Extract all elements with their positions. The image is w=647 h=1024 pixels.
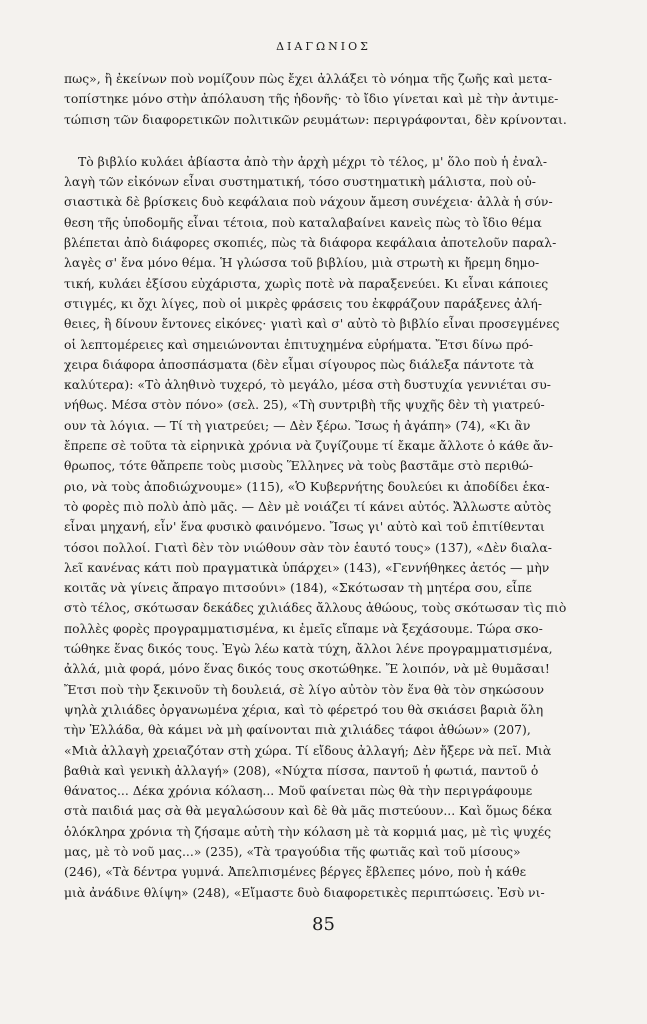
text-line: χειρα διάφορα ἀποσπάσματα (δὲν εἶμαι σίγουρος πὼς διάλεξα πάντοτε τὰ: [64, 356, 535, 372]
paragraph-break: [64, 130, 584, 152]
text-line: ψηλὰ χιλιάδες ὀργανωμένα χέρια, καὶ τὸ φέρετρό του θὰ σκιάσει βαριὰ ὅλη: [64, 701, 544, 717]
text-line: λαγὲς σ' ἕνα μόνο θέμα. Ἡ γλώσσα τοῦ βιβλίου, μιὰ στρωτὴ κι ἤρεμη δημο-: [64, 255, 540, 271]
text-line: Ἔτσι ποὺ τὴν ξεκινοῦν τὴ δουλειά, σὲ λίγο αὐτὸν τὸν ἕνα θὰ τὸν σηκώσουν: [64, 681, 545, 697]
text-line: ἔπρεπε σὲ τοῦτα τὰ εἰρηνικὰ χρόνια νὰ ζυγίζουμε τί ἔκαμε ἄλλοτε ὁ κάθε ἄν-: [64, 438, 554, 454]
text-line: θειες, ἢ δίνουν ἔντονες εἰκόνες· γιατὶ καὶ σ' αὐτὸ τὸ βιβλίο εἶναι προσεγμένες: [64, 316, 560, 332]
text-line: εἶναι μηχανή, εἶν' ἕνα φυσικὸ φαινόμενο. Ἴσως γι' αὐτὸ καὶ τοῦ ἐπιτίθενται: [64, 519, 545, 535]
text-line: καλύτερα): «Τὸ ἀληθινὸ τυχερό, τὸ μεγάλο, μέσα στὴ δυστυχία γεννιέται συ-: [64, 377, 551, 393]
text-line: τὸ φορὲς πιὸ πολὺ ἀπὸ μᾶς. — Δὲν μὲ νοιάζει τί κάνει αὐτός. Ἄλλωστε αὐτὸς: [64, 498, 552, 514]
text-line: ἀλλά, μιὰ φορά, μόνο ἕνας δικός τους σκοτώθηκε. Ἔ λοιπόν, νὰ μὲ θυμᾶσαι!: [64, 661, 550, 677]
text-line: πως», ἢ ἐκείνων ποὺ νομίζουν πὼς ἔχει ἀλλάξει τὸ νόημα τῆς ζωῆς καὶ μετα-: [64, 71, 553, 86]
text-line: λαγὴ τῶν εἰκόνων εἶναι συστηματική, τόσο συστηματικὴ μάλιστα, ποὺ οὐ-: [64, 174, 536, 190]
text-line: τοπίστηκε μόνο στὴν ἀπόλαυση τῆς ἡδονῆς· τὸ ἴδιο γίνεται καὶ μὲ τὴν ἀντιμε-: [64, 91, 559, 107]
text-line: θεση τῆς ὑποδομῆς εἶναι τέτοια, ποὺ καταλαβαίνει κανεὶς πὼς τὸ ἴδιο θέμα: [64, 214, 542, 230]
running-head: ΔΙΑΓΩΝΙΟΣ: [276, 40, 371, 53]
text-line: λεῖ κανένας κάτι ποὺ πραγματικὰ ὑπάρχει» (143), «Γεννήθηκες ἀετός — μὴν: [64, 559, 550, 575]
text-line: πολλὲς φορὲς προγραμματισμένα, κι ἐμεῖς εἴπαμε νὰ ξεχάσουμε. Τώρα σκο-: [64, 620, 543, 636]
text-line: ουν τὰ λόγια. — Τί τὴ γιατρεύει; — Δὲν ξέρω. Ἴσως ἡ ἀγάπη» (74), «Κι ἂν: [64, 417, 531, 433]
text-line: νήθως. Μέσα στὸν πόνο» (σελ. 25), «Τὴ συντριβὴ τῆς ψυχῆς δὲν τὴ γιατρεύ-: [64, 397, 545, 413]
text-line: θάνατος... Δέκα χρόνια κόλαση... Μοῦ φαίνεται πὼς θὰ τὴν περιγράφουμε: [64, 783, 533, 799]
text-line: τώθηκε ἕνας δικός τους. Ἐγὼ λέω κατὰ τύχη, ἄλλοι λένε προγραμματισμένα,: [64, 641, 553, 657]
text-line: (246), «Τὰ δέντρα γυμνά. Ἀπελπισμένες βέργες ἔβλεπες μόνο, ποὺ ἡ κάθε: [64, 864, 526, 880]
text-line: Τὸ βιβλίο κυλάει ἀβίαστα ἀπὸ τὴν ἀρχὴ μέχρι τὸ τέλος, μ' ὅλο ποὺ ἡ ἐναλ-: [78, 153, 548, 169]
text-line: οἱ λεπτομέρειες καὶ σημειώνονται ἐπιτυχημένα εὑρήματα. Ἔτσι δίνω πρό-: [64, 336, 534, 352]
text-line: θρωπος, τότε θἄπρεπε τοὺς μισοὺς Ἕλληνες νὰ τοὺς βαστᾶμε στὸ περιθώ-: [64, 458, 534, 474]
text-line: ριο, νὰ τοὺς ἀποδιώχνουμε» (115), «Ὁ Κυβερνήτης δουλεύει κι ἀποδίδει ἑκα-: [64, 478, 550, 494]
text-line: στὸ τέλος, σκότωσαν δεκάδες χιλιάδες ἄλλους ἀθώους, τοὺς σκότωσαν τὶς πιὸ: [64, 600, 567, 616]
text-line: στὰ παιδιά μας σὰ θὰ μεγαλώσουν καὶ δὲ θὰ μᾶς πιστεύουν... Καὶ ὅμως δέκα: [64, 803, 553, 819]
text-line: τώπιση τῶν διαφορετικῶν πολιτικῶν ρευμάτων: περιγράφονται, δὲν κρίνονται.: [64, 111, 567, 127]
text-line: κοιτᾶς νὰ γίνεις ἄπραγο πιτσούνι» (184), «Σκότωσαν τὴ μητέρα σου, εἶπε: [64, 580, 532, 596]
paragraph-2: [64, 152, 584, 903]
body-text: [64, 69, 584, 903]
text-line: βαθιὰ καὶ γενικὴ ἀλλαγή» (208), «Νύχτα πίσσα, παντοῦ ἡ φωτιά, παντοῦ ὁ: [64, 762, 539, 778]
text-line: τική, κυλάει ἐξίσου εὐχάριστα, χωρὶς ποτὲ νὰ παραξενεύει. Κι εἶναι κάποιες: [64, 275, 549, 291]
text-line: σιαστικὰ δὲ βρίσκεις δυὸ κεφάλαια ποὺ νάχουν ἄμεση συνέχεια· ἀλλὰ ἡ σύν-: [64, 194, 553, 210]
paragraph-1: [64, 69, 584, 130]
text-line: τὴν Ἑλλάδα, θὰ κάμει νὰ μὴ φαίνονται πιὰ χιλιάδες τάφοι ἀθώων» (207),: [64, 722, 531, 738]
page-number: 85: [312, 914, 335, 935]
text-line: τόσοι πολλοί. Γιατὶ δὲν τὸν νιώθουν σὰν τὸν ἑαυτό τους» (137), «Δὲν διαλα-: [64, 539, 552, 555]
text-line: «Μιὰ ἀλλαγὴ χρειαζόταν στὴ χώρα. Τί εἴδους ἀλλαγή; Δὲν ἤξερε νὰ πεῖ. Μιὰ: [64, 742, 552, 758]
text-line: βλέπεται ἀπὸ διάφορες σκοπιές, πὼς τὰ διάφορα κεφάλαια ἀποτελοῦν παραλ-: [64, 235, 557, 251]
text-line: μιὰ ἀνάδινε θλίψη» (248), «Εἴμαστε δυὸ διαφορετικὲς περιπτώσεις. Ἐσὺ νι-: [64, 884, 545, 900]
text-line: ὁλόκληρα χρόνια τὴ ζήσαμε αὐτὴ τὴν κόλαση μὲ τὰ κορμιά μας, μὲ τὶς ψυχές: [64, 823, 552, 839]
text-line: στιγμές, κι ὄχι λίγες, ποὺ οἱ μικρὲς φράσεις του ἐκφράζουν παράξενες ἀλή-: [64, 295, 543, 311]
text-line: μας, μὲ τὸ νοῦ μας...» (235), «Τὰ τραγούδια τῆς φωτιᾶς καὶ τοῦ μίσους»: [64, 843, 521, 859]
